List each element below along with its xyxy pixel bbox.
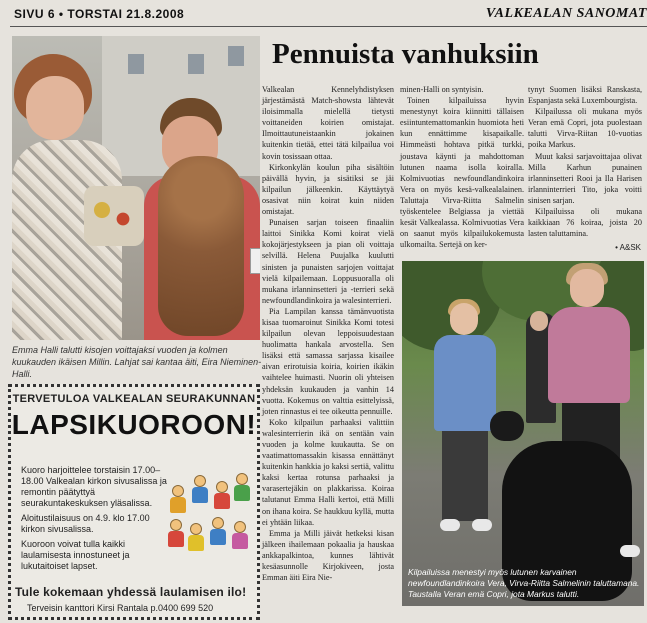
child-figure (209, 517, 227, 547)
article-paragraph: minen-Halli on syntyisin. (400, 85, 484, 94)
article-paragraph: Toinen kilpailuissa hyvin menestynyt koira kiinnitti tällaisen esiintuntemattomankin huomiota heti kun ennättimme kisapaikalle. Himmeästi hohtava pitkä turkki, joustava käynti ja mahdottoman lutunen naama isolla koiralla. Kolmivuotias newfoundlandinkoira Vera on myös kesä-valkealalainen. Taluttaja Virva-Riitta Salmelin työskentelee Belgiassa ja viettää kesät Valkealassa. Kolmivuotias Vera on saanut myös kilpailukokemusta ulkomailta. Sertejä on ker- (400, 96, 524, 250)
article-paragraph: tynyt Suomen lisäksi Ranskasta, Espanjasta sekä Luxembourgista. (528, 85, 642, 106)
ad-paragraph-start: Aloitustilaisuus on 4.9. klo 17.00 kirkon sivusalissa. (21, 513, 150, 534)
article-paragraph: Kilpailussa oli mukana myös Veran emä Copri, jota puolestaan talutti Virva-Riitan 10-vuotias poika Markus. (528, 107, 642, 150)
child-figure (169, 485, 187, 515)
window-shape (188, 54, 204, 74)
welsh-terrier-dog (158, 156, 244, 336)
article-paragraph: Punaisen sarjan toiseen finaaliin laittoi Sinikka Komi koirat vielä kokojärjestykseen ja pian oli voittaja selvillä. Helena Puujalka kuulutti sinisten ja punaisten sarjojen voittajat vielä kilpailemaan. Loppusuoralla oli mukana irlanninsetteri ja -terrieri sekä newfoundlandinkoira ja walesinterrieri. (262, 218, 394, 305)
article-headline: Pennuista vanhuksiin (272, 38, 539, 70)
photo1-caption: Emma Halli talutti kisojen voittajaksi vuoden ja kolmen kuukauden ikäisen Millin. Lahjat sai kantaa äiti, Eira Nieminen-Halli. (12, 345, 262, 379)
article-signature: • A&SK (615, 243, 641, 252)
window-shape (128, 54, 144, 74)
child-figure (213, 481, 231, 511)
woman-face (570, 269, 604, 307)
background-person-face (530, 311, 548, 331)
boy-figure (434, 335, 496, 431)
shoe-shape (440, 519, 460, 531)
window-shape (228, 46, 244, 66)
newfoundland-dog-head (490, 411, 524, 441)
gift-bouquet (84, 186, 144, 246)
ad-slogan: Tule kokemaan yhdessä laulamisen ilo! (15, 585, 247, 599)
boy-legs (442, 429, 488, 521)
newspaper-masthead: VALKEALAN SANOMAT (485, 6, 647, 21)
child-figure (191, 475, 209, 505)
shoe-shape (620, 545, 640, 557)
ad-paragraph-who: Kuoroon voivat tulla kaikki laulamisesta innostuneet ja lukutaitoiset lapset. (21, 539, 130, 571)
article-column-3 (528, 84, 642, 239)
child-figure (187, 523, 205, 553)
woman-figure (548, 307, 630, 403)
page-date-line: SIVU 6 • TORSTAI 21.8.2008 (14, 7, 185, 21)
ad-paragraph-schedule: Kuoro harjoittelee torstaisin 17.00–18.00 Valkealan kirkon sivusalissa ja remontin päätyttyä seurakuntakeskuksen yläsalissa. (21, 465, 167, 508)
ad-heading: TERVETULOA VALKEALAN SEURAKUNNAN (12, 393, 256, 405)
ad-contact: Terveisin kanttori Kirsi Rantala p.0400 699 520 (27, 603, 214, 613)
child-figure (167, 519, 185, 549)
article-paragraph: Emma ja Milli jäivät hetkeksi kisan jälkeen ihailemaan pokaalia ja hauskaa ankkapalkintoa, kunnes lähtivät kesäasunnolle Kirjokiveen, josta Emman äiti Eira Nie- (262, 528, 394, 583)
article-column-1 (262, 84, 394, 583)
photo-newfoundland-dogs (402, 261, 644, 606)
shoe-shape (472, 519, 492, 531)
photo-winner-with-dog (12, 36, 260, 340)
article-paragraph: Kilpailuissa oli mukana kaikkiaan 76 koiraa, joista 20 lasten taluttamina. (528, 207, 642, 239)
article-paragraph: Koko kilpailun parhaaksi valittiin walesinterrierin ikä on sentään vain vuoden ja kolme kuukautta. Se on vaatimattomassakin kisassa ennättänyt kuitenkin hankkia jo kaksi sertiä, valittu kaksi kertaa rotunsa parhaaksi ja varasertejäkin on plakkarissa. Koiraa talutanut Emma Halli kertoi, että Milli on ihana koira. Se haukkuu kyllä, mutta ei yhtään liikaa. (262, 417, 394, 527)
article-paragraph: Pia Lampilan kanssa tämänvuotista kisaa tuomaroinut Sinikka Komi totesi kilpailun olevan leppoisuudestaan huolimatta hankala arvostella. Sen lisäksi että samassa sarjassa kisailee aivan erirotuisia koiria, koirien ikäkin vaihtelee huimasti. Nuorin oli yhteisen yhdeksän kuukauden ja vanhin 14 vuotta. Kokemus on valttia esittelyissä, joten rinnastus ei tee oikeutta pennuille. (262, 306, 394, 416)
woman-face (26, 76, 84, 140)
article-column-2 (400, 84, 524, 250)
page-header (10, 6, 647, 26)
children-choir-illustration (167, 471, 253, 563)
boy-face (450, 303, 478, 335)
choir-advertisement (8, 384, 260, 620)
article-paragraph: Valkealan Kennelyhdistyksen järjestämästä Match-showsta lähtevät iloisimmalla mielellä tietysti voittaneiden koirien omistajat. Ilmoittautuneistaankin jokainen kuitenkin tietää, ettei tätä kilpailua voi kovin tosissaan ottaa. (262, 85, 394, 161)
number-badge (250, 248, 260, 274)
photo2-caption: Kilpailuissa menestyi myös lutunen karvainen newfoundlandinkoira Vera, Virva-Riitta Salmelinin taluttamana. Taustalla Veran emä Copri, jota Markus talutti. (408, 567, 640, 599)
header-rule (10, 26, 647, 27)
child-figure (231, 521, 249, 551)
child-figure (233, 473, 251, 503)
article-paragraph: Kirkonkylän koulun piha sisältöin päivällä hyvin, ja sisätiksi se jäi kilpailun jälkeenkin. Käyttäytyä osasivat niin koirat kuin niiden omistajat. (262, 162, 394, 217)
article-paragraph: Muut kaksi sarjavoittajaa olivat Milla Karhun punainen irlanninsetteri Rooi ja Ila Harisen irlanninterrieri Tito, joka voitti sinisen sarjan. (528, 151, 642, 205)
ad-title: LAPSIKUOROON! (11, 409, 257, 440)
